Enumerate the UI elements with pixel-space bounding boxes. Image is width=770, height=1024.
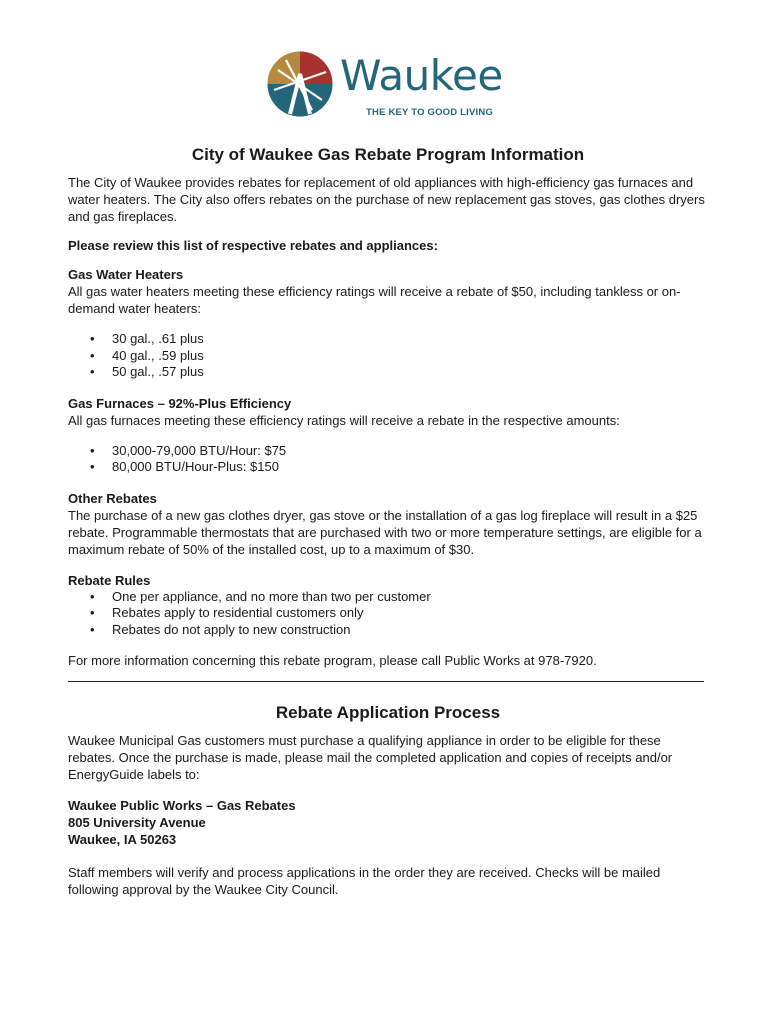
list-item: • 80,000 BTU/Hour-Plus: $150 xyxy=(68,459,708,476)
logo-wordmark: Waukee xyxy=(340,51,503,100)
process-title: Rebate Application Process xyxy=(275,703,501,722)
address-line: Waukee, IA 50263 xyxy=(68,832,177,847)
waukee-key-logo-icon xyxy=(266,50,334,118)
list-item: • 30,000-79,000 BTU/Hour: $75 xyxy=(68,443,708,460)
intro-paragraph: The City of Waukee provides rebates for replacement of old appliances with high-efficiency gas furnaces and water heaters. The City also offers rebates on the purchase of new replacement gas stoves, gas clothes dryers and gas fireplaces. xyxy=(68,175,705,224)
water-heaters-text: All gas water heaters meeting these efficiency ratings will receive a rebate of $50, including tankless or on-demand water heaters: xyxy=(68,284,681,316)
logo-tagline: THE KEY TO GOOD LIVING xyxy=(366,107,494,118)
document-body xyxy=(68,144,708,906)
furnaces-text: All gas furnaces meeting these efficiency ratings will receive a rebate in the respective amounts: xyxy=(68,412,620,428)
water-heaters-list xyxy=(68,331,708,381)
process-text: Waukee Municipal Gas customers must purchase a qualifying appliance in order to be eligible for these rebates. Once the purchase is made, please mail the completed application and copies of receipts and/or EnergyGuide labels to: xyxy=(68,733,673,782)
water-heaters-title: Gas Water Heaters xyxy=(68,267,184,282)
other-rebates-text: The purchase of a new gas clothes dryer, gas stove or the installation of a gas log fireplace will result in a $25 rebate. Programmable thermostats that are purchased with two or more temperature settings, are eligible for a maximum rebate of 50% of the installed cost, up to a maximum of $30. xyxy=(68,507,702,557)
review-prompt: Please review this list of respective rebates and appliances: xyxy=(68,238,438,253)
closing-paragraph: Staff members will verify and process applications in the order they are received. Checks will be mailed following approval by the Waukee City Council. xyxy=(68,865,661,897)
other-rebates-title: Other Rebates xyxy=(68,490,157,506)
list-item: • One per appliance, and no more than two per customer xyxy=(68,589,708,606)
address-line: 805 University Avenue xyxy=(68,815,206,830)
rules-title: Rebate Rules xyxy=(68,572,151,588)
section-divider xyxy=(68,681,704,682)
rules-list xyxy=(68,589,708,639)
furnaces-title: Gas Furnaces – 92%-Plus Efficiency xyxy=(68,395,292,411)
list-item: • 30 gal., .61 plus xyxy=(68,331,708,348)
contact-line: For more information concerning this rebate program, please call Public Works at 978-7920. xyxy=(68,653,597,668)
furnaces-list xyxy=(68,443,708,476)
list-item: • 50 gal., .57 plus xyxy=(68,364,708,381)
list-item: • Rebates do not apply to new construction xyxy=(68,622,708,639)
address-line: Waukee Public Works – Gas Rebates xyxy=(68,798,296,813)
mailing-address xyxy=(68,797,708,848)
document-title: City of Waukee Gas Rebate Program Information xyxy=(191,145,585,164)
list-item: • Rebates apply to residential customers only xyxy=(68,605,708,622)
waukee-logo xyxy=(266,50,506,122)
list-item: • 40 gal., .59 plus xyxy=(68,348,708,365)
